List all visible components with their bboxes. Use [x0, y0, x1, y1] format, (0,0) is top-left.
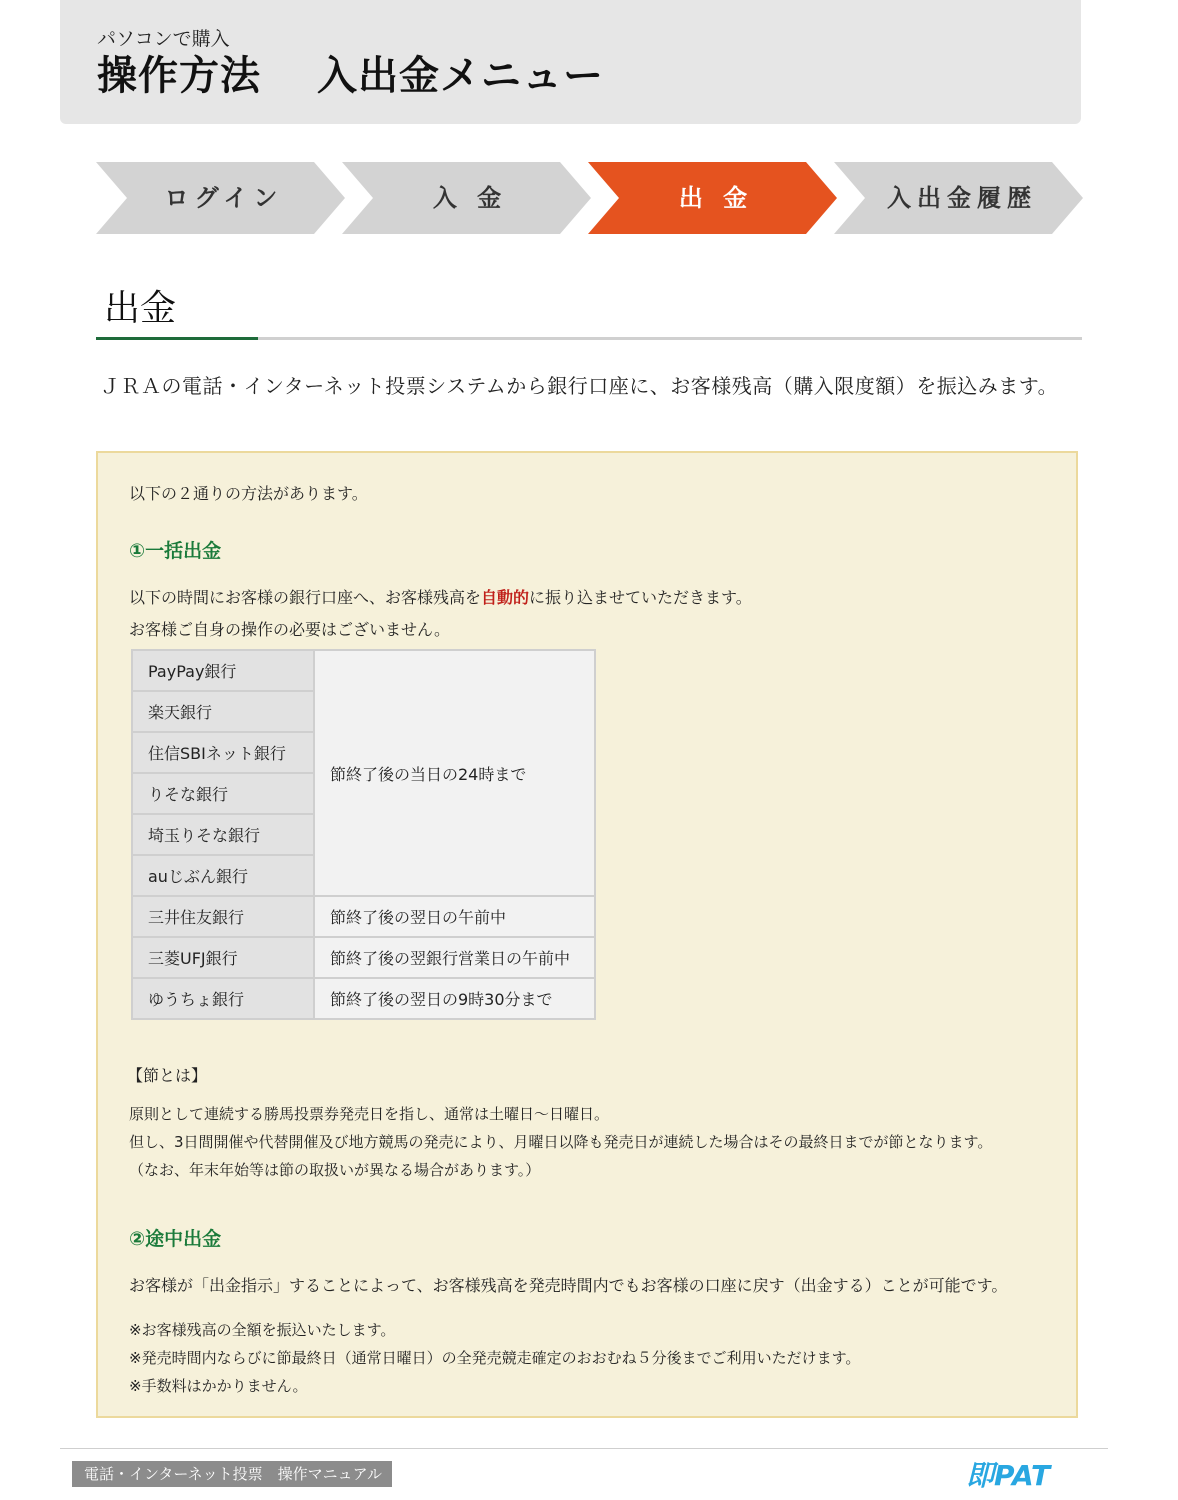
step-navigation [96, 162, 1084, 234]
method2-note: ※お客様残高の全額を振込いたします。 [129, 1321, 396, 1339]
bank-name: 埼玉りそな銀行 [132, 814, 314, 855]
info-box [96, 451, 1078, 1418]
sokupat-logo [964, 1458, 1110, 1492]
logo-text: 即PAT [966, 1459, 1051, 1492]
method2-note: ※発売時間内ならびに節最終日（通常日曜日）の全発売競走確定のおおむね５分後までご利用いただけます。 [129, 1349, 861, 1367]
bank-name: ゆうちょ銀行 [132, 978, 314, 1019]
bank-name: 楽天銀行 [132, 691, 314, 732]
page-header [60, 0, 1081, 124]
bank-name: 三井住友銀行 [132, 896, 314, 937]
box-lead: 以下の２通りの方法があります。 [129, 484, 368, 503]
title-main: 操作方法 [97, 53, 261, 99]
transfer-time: 節終了後の翌日の午前中 [314, 896, 595, 937]
section-title: 出金 [104, 288, 177, 329]
tab-login[interactable]: ログイン [164, 184, 284, 212]
method2-heading: ②途中出金 [129, 1228, 222, 1250]
setsu-line: 原則として連続する勝馬投票券発売日を指し、通常は土曜日～日曜日。 [129, 1105, 610, 1123]
footer-divider [60, 1448, 1108, 1449]
bank-schedule-table [131, 649, 596, 1020]
bank-name: 住信SBIネット銀行 [132, 732, 314, 773]
method1-line1-pre: 以下の時間にお客様の銀行口座へ、お客様残高を [129, 588, 482, 607]
table-row [132, 896, 595, 937]
tab-history[interactable]: 入出金履歴 [887, 184, 1037, 212]
method1-line1 [129, 585, 752, 608]
tab-deposit[interactable]: 入 金 [432, 184, 508, 212]
method1-heading: ①一括出金 [129, 540, 222, 562]
transfer-time: 節終了後の当日の24時まで [314, 650, 595, 896]
method1-line1-post: に振り込ませていただきます。 [529, 588, 752, 607]
method2-body: お客様が「出金指示」することによって、お客様残高を発売時間内でもお客様の口座に戻す（出金する）ことが可能です。 [129, 1276, 1008, 1295]
table-row [132, 937, 595, 978]
method2-note: ※手数料はかかりません。 [129, 1377, 308, 1395]
table-row [132, 978, 595, 1019]
setsu-heading: 【節とは】 [127, 1066, 208, 1085]
bank-name: auじぶん銀行 [132, 855, 314, 896]
method1-emphasis: 自動的 [481, 588, 530, 607]
table-row [132, 650, 595, 691]
title-sub: 入出金メニュー [317, 53, 604, 99]
bank-name: りそな銀行 [132, 773, 314, 814]
page-title [97, 44, 604, 101]
transfer-time: 節終了後の翌日の9時30分まで [314, 978, 595, 1019]
setsu-line: （なお、年末年始等は節の取扱いが異なる場合があります。） [129, 1161, 541, 1179]
header-subtitle: パソコンで購入 [97, 28, 230, 50]
setsu-line: 但し、3日間開催や代替開催及び地方競馬の発売により、月曜日以降も発売日が連続した場合はその最終日までが節となります。 [129, 1133, 993, 1151]
tab-withdraw[interactable]: 出 金 [678, 184, 754, 212]
bank-name: 三菱UFJ銀行 [132, 937, 314, 978]
section-intro: ＪＲＡの電話・インターネット投票システムから銀行口座に、お客様残高（購入限度額）を振込みます。 [100, 374, 1059, 398]
section-divider-accent [96, 337, 258, 340]
method1-line2: お客様ご自身の操作の必要はございません。 [129, 620, 450, 639]
transfer-time: 節終了後の翌銀行営業日の午前中 [314, 937, 595, 978]
bank-name: PayPay銀行 [132, 650, 314, 691]
footer-tag: 電話・インターネット投票 操作マニュアル [72, 1461, 392, 1487]
